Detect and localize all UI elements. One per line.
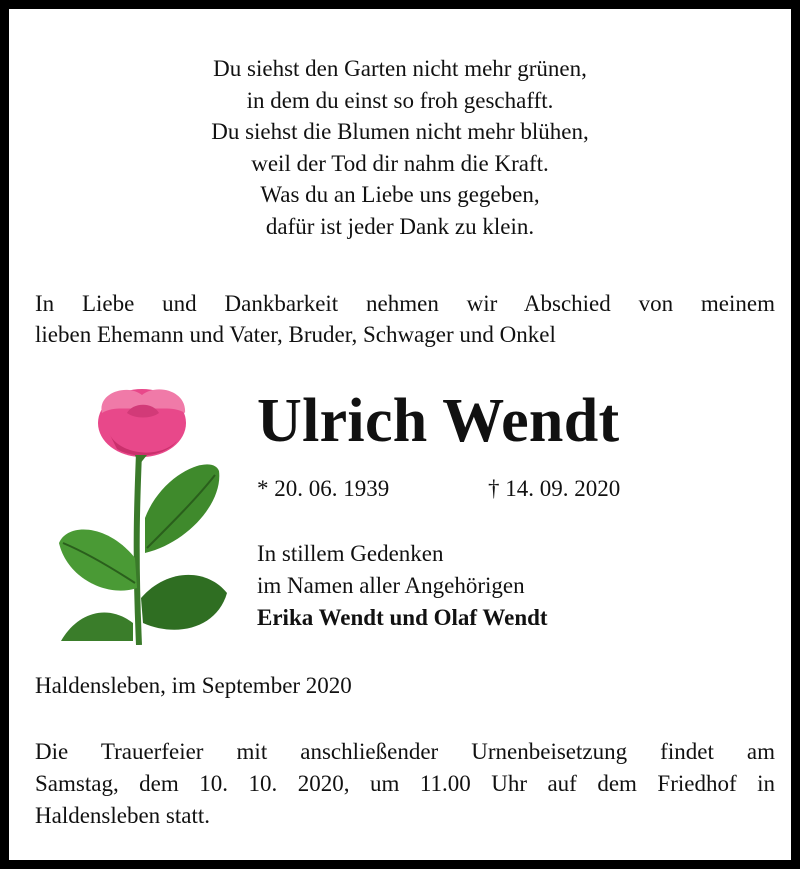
intro-line: In Liebe und Dankbarkeit nehmen wir Abschied von meinem	[35, 291, 775, 316]
poem-line: dafür ist jeder Dank zu klein.	[265, 213, 535, 239]
mourners-line: In stillem Gedenken	[257, 541, 444, 566]
poem	[9, 53, 791, 243]
poem-line: Was du an Liebe uns gegeben,	[260, 182, 540, 208]
poem-line: in dem du einst so froh geschafft.	[246, 87, 554, 113]
mourners	[257, 538, 548, 634]
mourners-line: im Namen aller Angehörigen	[257, 573, 525, 598]
death-date: † 14. 09. 2020	[488, 476, 621, 501]
poem-line: Du siehst den Garten nicht mehr grünen,	[213, 56, 587, 81]
funeral-line: Die Trauerfeier mit anschließender Urnenbeisetzung findet am	[35, 739, 775, 764]
rose-icon	[47, 383, 227, 645]
birth-date: * 20. 06. 1939	[257, 476, 390, 501]
intro-text	[35, 288, 775, 350]
place-date: Haldensleben, im September 2020	[35, 673, 352, 698]
poem-line: weil der Tod dir nahm die Kraft.	[251, 150, 549, 176]
intro-line: lieben Ehemann und Vater, Bruder, Schwager und Onkel	[35, 322, 556, 347]
poem-line: Du siehst die Blumen nicht mehr blühen,	[211, 119, 589, 145]
funeral-line: Haldensleben statt.	[35, 803, 211, 828]
funeral-info	[35, 736, 775, 832]
funeral-line: Samstag, dem 10. 10. 2020, um 11.00 Uhr auf dem Friedhof in	[35, 771, 775, 796]
life-dates	[257, 473, 621, 505]
deceased-name: Ulrich Wendt	[257, 387, 620, 455]
mourners-names: Erika Wendt und Olaf Wendt	[257, 605, 548, 630]
